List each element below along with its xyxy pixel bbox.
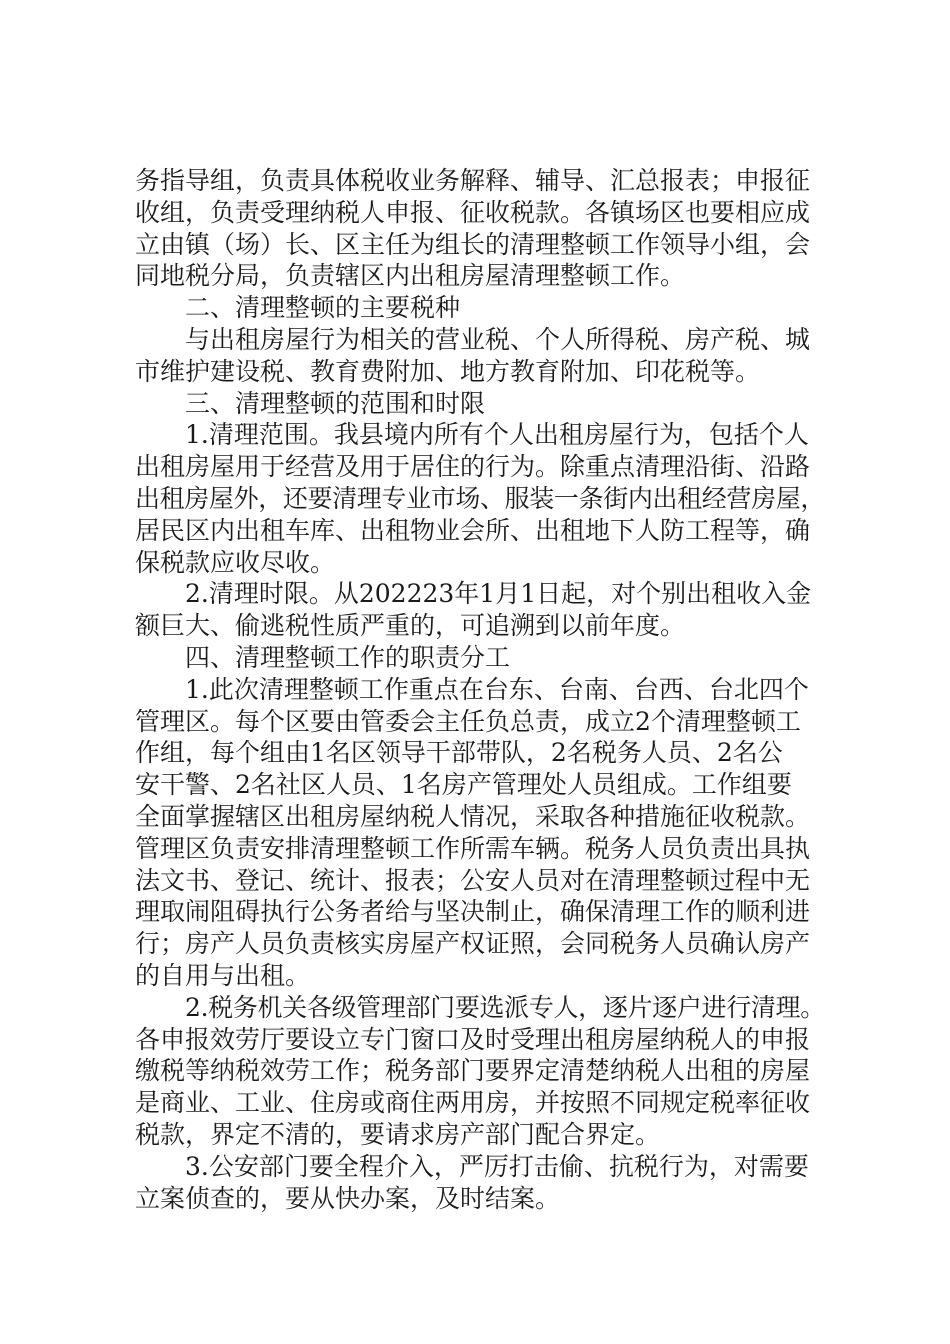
text-line: 缴税等纳税效劳工作；税务部门要界定清楚纳税人出租的房屋 bbox=[135, 1056, 811, 1086]
text-line: 立由镇（场）长、区主任为组长的清理整顿工作领导小组，会 bbox=[135, 229, 811, 259]
text-line: 保税款应收尽收。 bbox=[135, 547, 336, 577]
text-line: 立案侦查的，要从快办案，及时结案。 bbox=[135, 1183, 561, 1213]
text-line: 2.税务机关各级管理部门要选派专人，逐片逐户进行清理。 bbox=[185, 992, 825, 1022]
text-line: 安干警、2名社区人员、1名房产管理处人员组成。工作组要 bbox=[135, 770, 792, 800]
text-line: 税款，界定不清的，要请求房产部门配合界定。 bbox=[135, 1119, 661, 1149]
text-line: 是商业、工业、住房或商住两用房，并按照不同规定税率征收 bbox=[135, 1088, 811, 1118]
text-line: 行；房产人员负责核实房屋产权证照，会同税务人员确认房产 bbox=[135, 929, 811, 959]
text-line: 务指导组，负责具体税收业务解释、辅导、汇总报表；申报征 bbox=[135, 166, 811, 195]
text-line: 理取闹阻碍执行公务者给与坚决制止，确保清理工作的顺利进 bbox=[135, 897, 811, 927]
text-line: 1.清理范围。我县境内所有个人出租房屋行为，包括个人 bbox=[185, 420, 809, 450]
text-line: 额巨大、偷逃税性质严重的，可追溯到以前年度。 bbox=[135, 611, 686, 641]
document-body bbox=[135, 165, 825, 1214]
text-line: 出租房屋用于经营及用于居住的行为。除重点清理沿街、沿路 bbox=[135, 452, 811, 482]
text-line: 管理区。每个区要由管委会主任负总责，成立2个清理整顿工 bbox=[135, 706, 801, 736]
text-line: 全面掌握辖区出租房屋纳税人情况，采取各种措施征收税款。 bbox=[135, 801, 811, 831]
text-line: 1.此次清理整顿工作重点在台东、台南、台西、台北四个 bbox=[185, 674, 809, 704]
text-line: 三、清理整顿的范围和时限 bbox=[185, 388, 486, 418]
text-line: 收组，负责受理纳税人申报、征收税款。各镇场区也要相应成 bbox=[135, 197, 811, 227]
text-line: 各申报效劳厅要设立专门窗口及时受理出租房屋纳税人的申报 bbox=[135, 1024, 811, 1054]
text-line: 3.公安部门要全程介入，严厉打击偷、抗税行为，对需要 bbox=[185, 1151, 809, 1181]
text-line: 的自用与出租。 bbox=[135, 960, 311, 990]
text-line: 2.清理时限。从202223年1月1日起，对个别出租收入金 bbox=[185, 579, 812, 609]
text-line: 四、清理整顿工作的职责分工 bbox=[185, 642, 511, 672]
text-line: 管理区负责安排清理整顿工作所需车辆。税务人员负责出具执 bbox=[135, 833, 811, 863]
text-line: 市维护建设税、教育费附加、地方教育附加、印花税等。 bbox=[135, 356, 761, 386]
text-line: 同地税分局，负责辖区内出租房屋清理整顿工作。 bbox=[135, 261, 686, 291]
text-line: 与出租房屋行为相关的营业税、个人所得税、房产税、城 bbox=[185, 324, 811, 354]
text-line: 出租房屋外，还要清理专业市场、服装一条街内出租经营房屋， bbox=[135, 483, 826, 513]
text-line: 二、清理整顿的主要税种 bbox=[185, 293, 461, 323]
text-line: 作组，每个组由1名区领导干部带队，2名税务人员、2名公 bbox=[135, 738, 783, 768]
text-line: 居民区内出租车库、出租物业会所、出租地下人防工程等，确 bbox=[135, 515, 811, 545]
text-line: 法文书、登记、统计、报表；公安人员对在清理整顿过程中无 bbox=[135, 865, 811, 895]
